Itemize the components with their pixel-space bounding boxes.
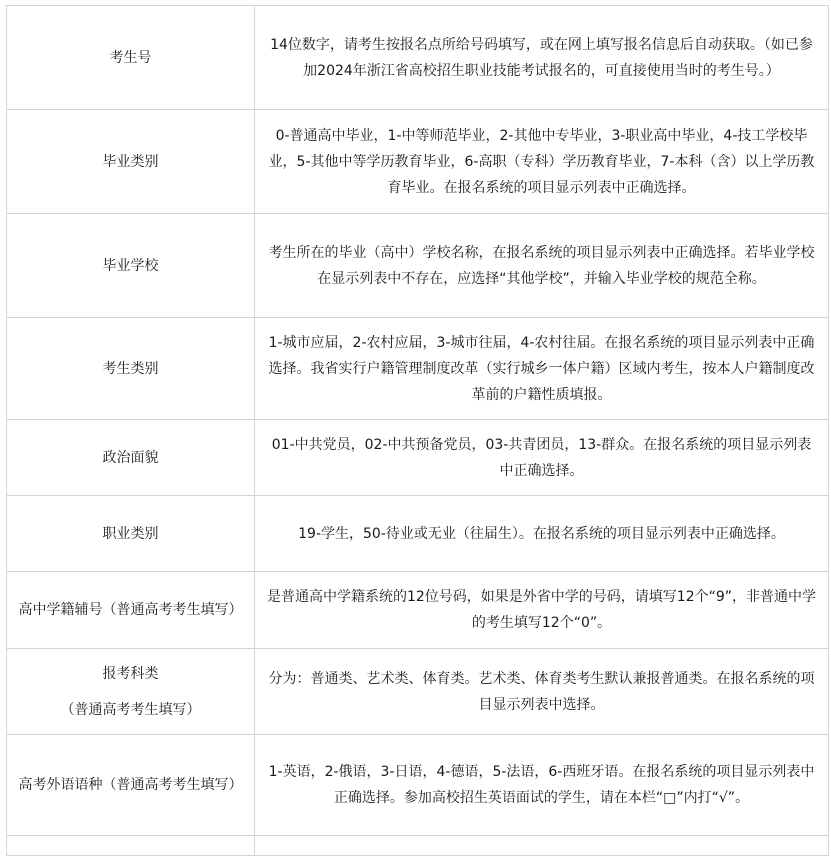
field-description: 1-城市应届，2-农村应届，3-城市往届，4-农村往届。在报名系统的项目显示列表中正确选择。我省实行户籍管理制度改革（实行城乡一体户籍）区域内考生，按本人户籍制度改革前的户籍性质填报。: [255, 318, 829, 420]
field-description: 14位数字，请考生按报名点所给号码填写，或在网上填写报名信息后自动获取。（如已参加2024年浙江省高校招生职业技能考试报名的，可直接使用当时的考生号。）: [255, 6, 829, 110]
field-name: 高中学籍辅号（普通高考考生填写）: [7, 572, 255, 649]
registration-info-table: [6, 5, 829, 856]
field-name: 政治面貌: [7, 420, 255, 496]
field-name: 考生号: [7, 6, 255, 110]
table-row: [7, 318, 829, 420]
field-name: 考生类别: [7, 318, 255, 420]
field-name-note: （普通高考考生填写）: [60, 701, 201, 718]
field-name: [7, 836, 255, 856]
field-description: [255, 836, 829, 856]
table-row: [7, 735, 829, 836]
field-description: 分为：普通类、艺术类、体育类。艺术类、体育类考生默认兼报普通类。在报名系统的项目显示列表中选择。: [255, 649, 829, 735]
table-row: [7, 6, 829, 110]
field-description: 考生所在的毕业（高中）学校名称，在报名系统的项目显示列表中正确选择。若毕业学校在显示列表中不存在，应选择“其他学校”，并输入毕业学校的规范全称。: [255, 214, 829, 318]
table-row: [7, 420, 829, 496]
field-name: 毕业类别: [7, 110, 255, 214]
field-name: 高考外语语种（普通高考考生填写）: [7, 735, 255, 836]
field-description: 0-普通高中毕业，1-中等师范毕业，2-其他中专毕业，3-职业高中毕业，4-技工学校毕业，5-其他中等学历教育毕业，6-高职（专科）学历教育毕业，7-本科（含）以上学历教育毕业。在报名系统的项目显示列表中正确选择。: [255, 110, 829, 214]
field-name-cell: [7, 649, 255, 735]
field-description: 19-学生，50-待业或无业（往届生）。在报名系统的项目显示列表中正确选择。: [255, 496, 829, 572]
table-row: [7, 110, 829, 214]
field-name: 职业类别: [7, 496, 255, 572]
field-description: 1-英语，2-俄语，3-日语，4-德语，5-法语，6-西班牙语。在报名系统的项目显示列表中正确选择。参加高校招生英语面试的学生，请在本栏“□”内打“√”。: [255, 735, 829, 836]
field-description: 01-中共党员，02-中共预备党员，03-共青团员，13-群众。在报名系统的项目显示列表中正确选择。: [255, 420, 829, 496]
table-row: [7, 836, 829, 856]
field-name: 报考科类: [102, 665, 159, 682]
table-row: [7, 496, 829, 572]
field-name: 毕业学校: [7, 214, 255, 318]
table-row: [7, 649, 829, 735]
table-row: [7, 572, 829, 649]
field-description: 是普通高中学籍系统的12位号码，如果是外省中学的号码，请填写12个“9”，非普通中学的考生填写12个“0”。: [255, 572, 829, 649]
table-row: [7, 214, 829, 318]
